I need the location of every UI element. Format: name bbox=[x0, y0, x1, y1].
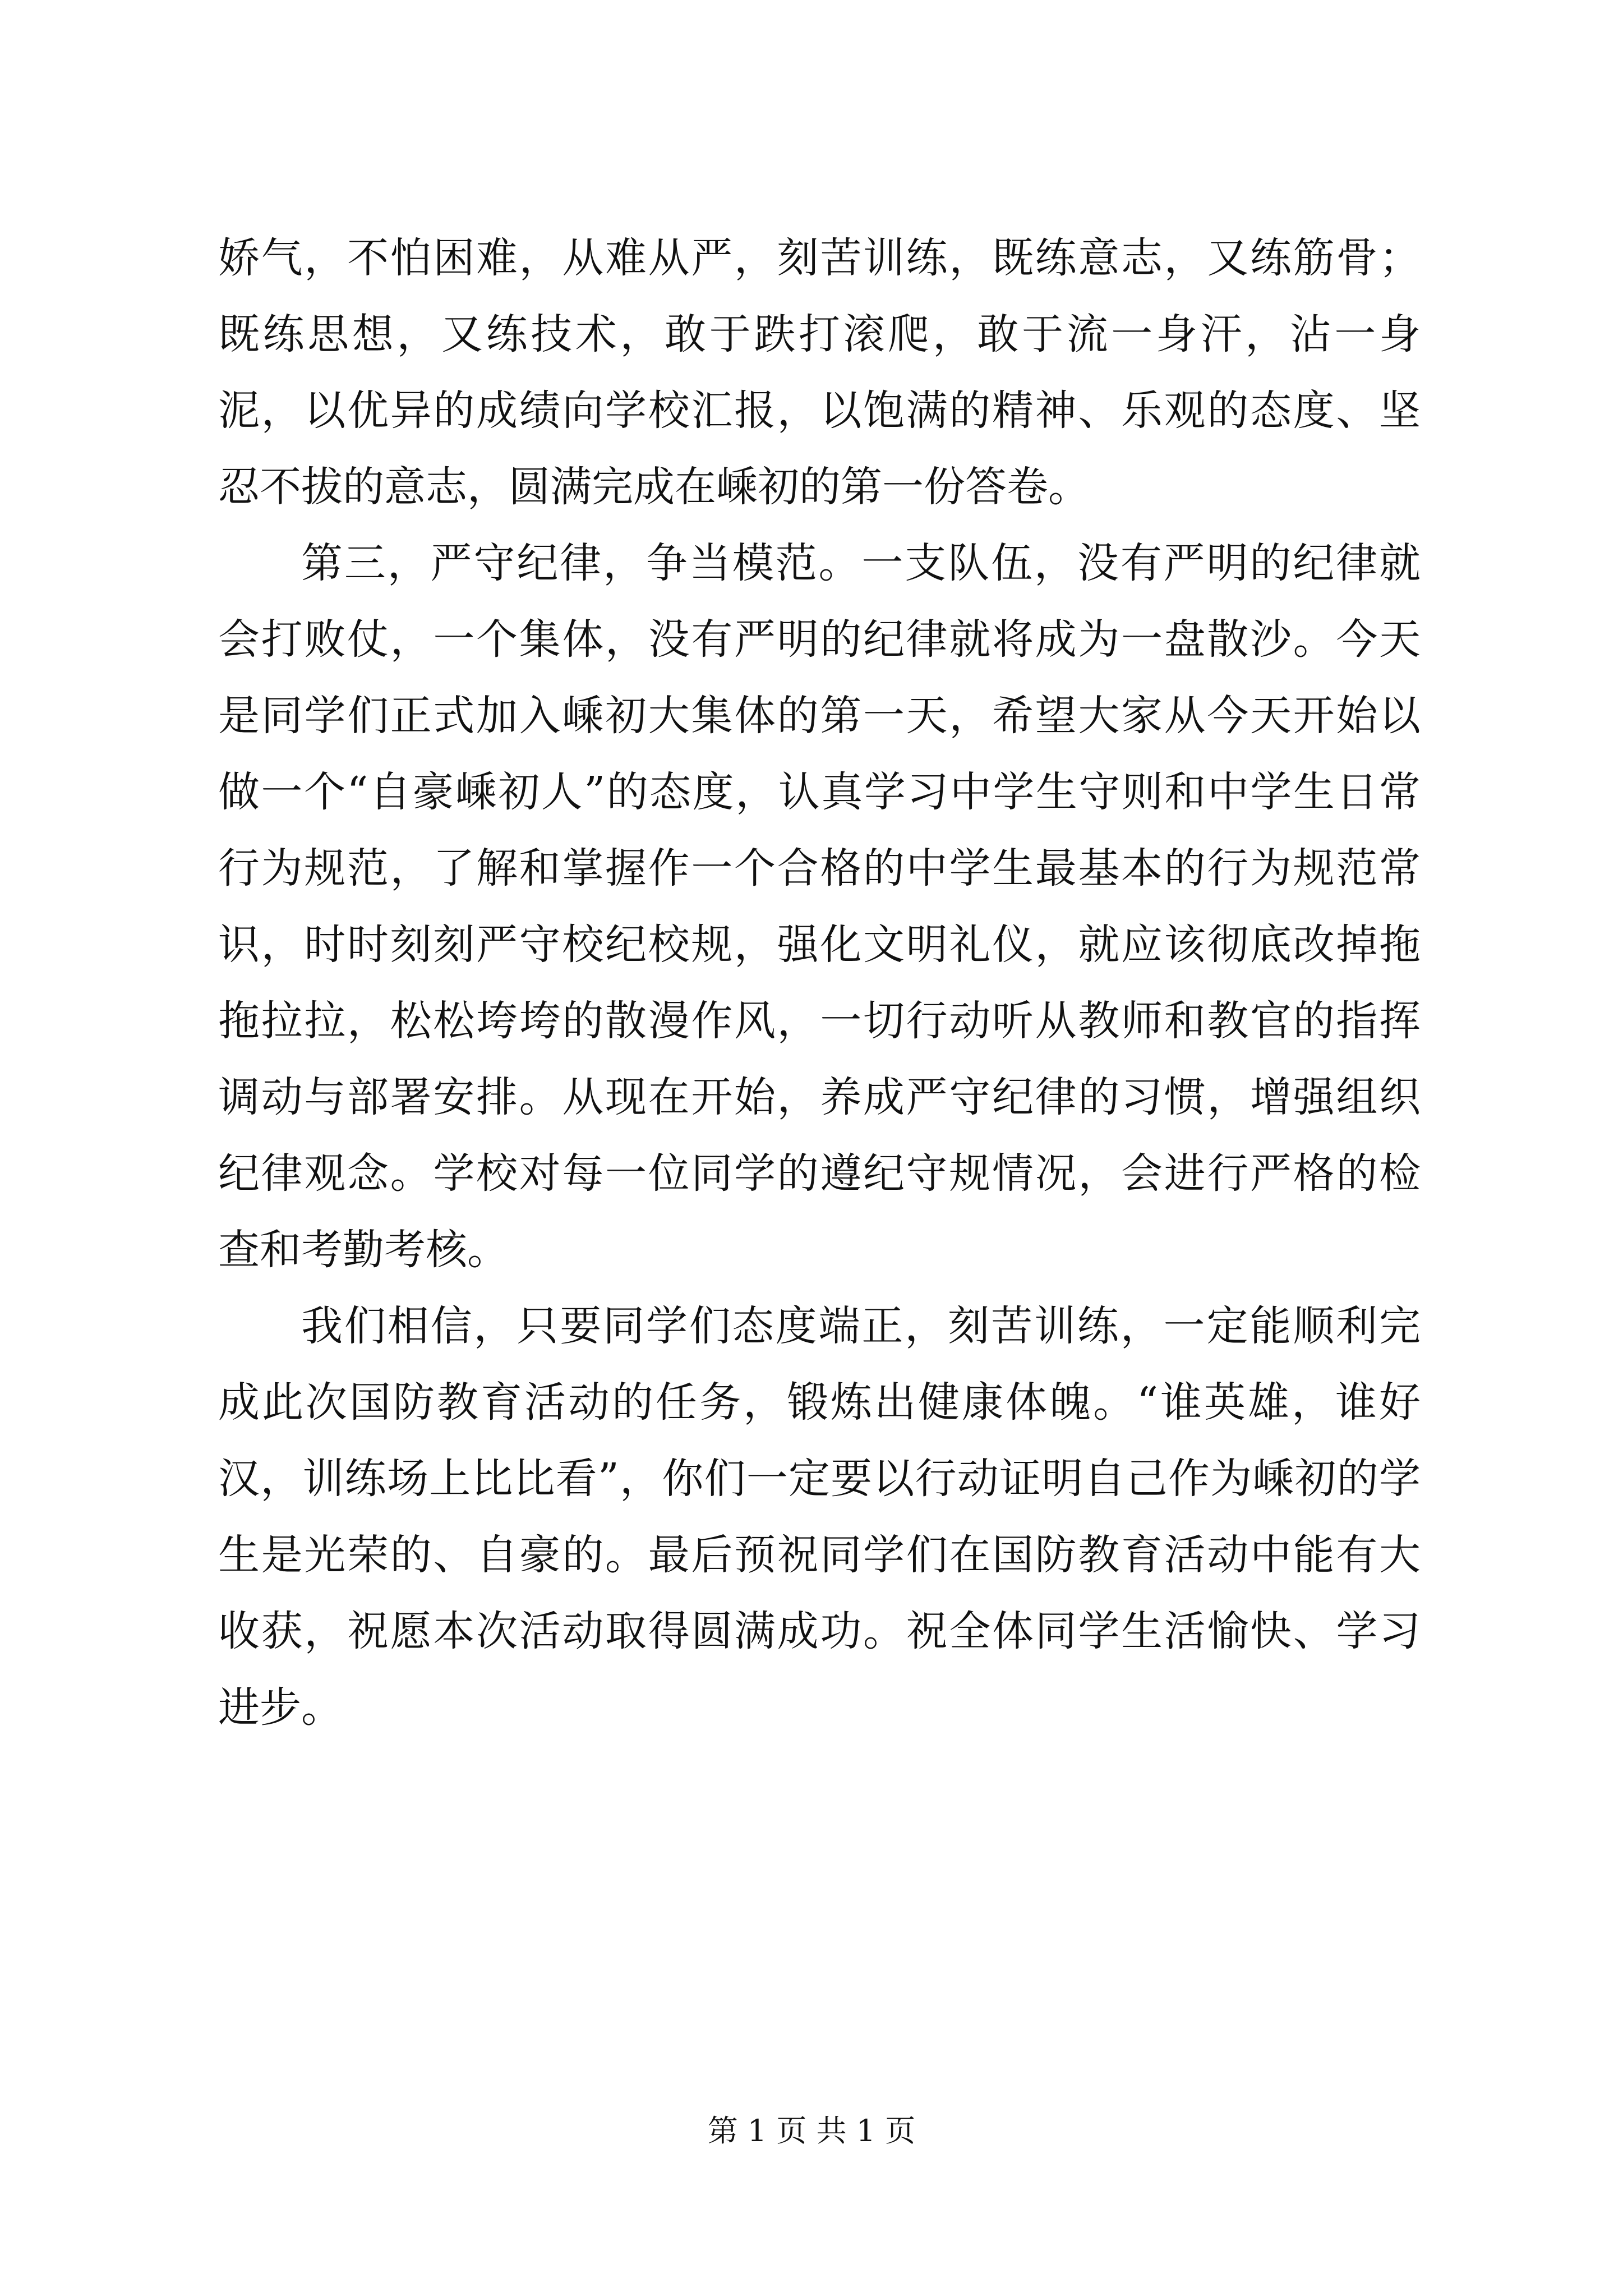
paragraph-discipline: 第三，严守纪律，争当模范。一支队伍，没有严明的纪律就会打败仗，一个集体，没有严明的纪律就将成为一盘散沙。今天是同学们正式加入嵊初大集体的第一天，希望大家从今天开始以做一个“自豪嵊初人”的态度，认真学习中学生守则和中学生日常行为规范，了解和掌握作一个合格的中学生最基本的行为规范常识，时时刻刻严守校纪校规，强化文明礼仪，就应该彻底改掉拖拖拉拉，松松垮垮的散漫作风，一切行动听从教师和教官的指挥调动与部署安排。从现在开始，养成严守纪律的习惯，增强组织纪律观念。学校对每一位同学的遵纪守规情况，会进行严格的检查和考勤考核。 bbox=[218, 539, 1421, 1274]
page-footer: 第 1 页 共 1 页 bbox=[707, 2113, 916, 2148]
paragraph-continued: 娇气，不怕困难，从难从严，刻苦训练，既练意志，又练筋骨；既练思想，又练技术，敢于跌打滚爬，敢于流一身汗，沾一身泥，以优异的成绩向学校汇报，以饱满的精神、乐观的态度、坚忍不拔的意志，圆满完成在嵊初的第一份答卷。 bbox=[218, 234, 1421, 511]
paragraph-closing: 我们相信，只要同学们态度端正，刻苦训练，一定能顺利完成此次国防教育活动的任务，锻炼出健康体魄。“谁英雄，谁好汉，训练场上比比看”，你们一定要以行动证明自己作为嵊初的学生是光荣的、自豪的。最后预祝同学们在国防教育活动中能有大收获，祝愿本次活动取得圆满成功。祝全体同学生活愉快、学习进步。 bbox=[218, 1302, 1421, 1732]
document-body bbox=[218, 220, 1421, 1746]
